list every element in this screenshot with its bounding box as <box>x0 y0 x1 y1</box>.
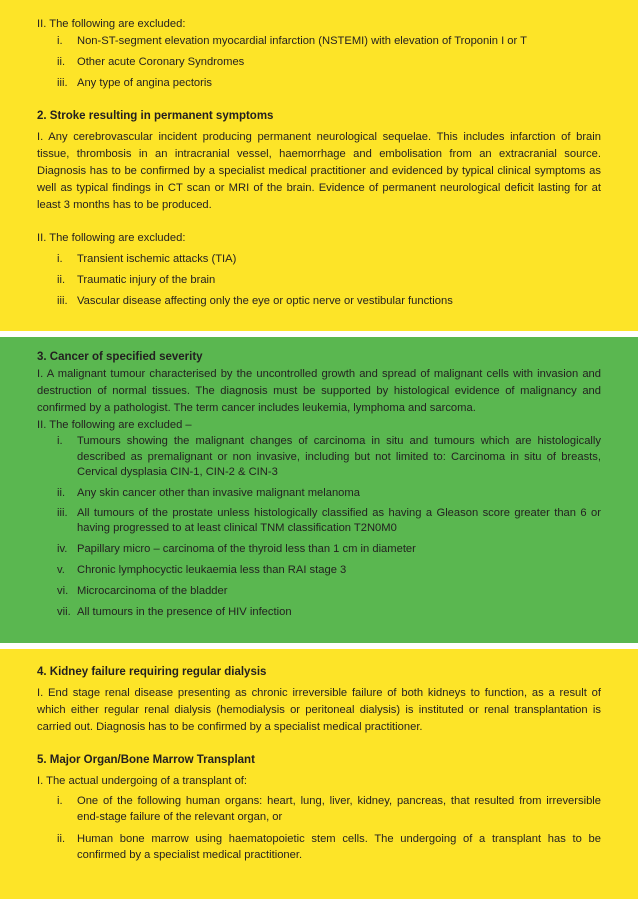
list-item: i. Tumours showing the malignant changes of carcinoma in situ and tumours which are histologically described as premalignant or non invasive, including but not limited to: Carcinoma in situ of breasts, Cervical dysplasia CIN-1, CIN-2 & CIN-3 <box>57 435 601 478</box>
sec1-exclusion-intro: II. The following are excluded: <box>37 18 186 30</box>
list-item: iv. Papillary micro – carcinoma of the thyroid less than 1 cm in diameter <box>57 542 416 555</box>
yellow-band-top <box>0 0 638 331</box>
list-item: i. Non-ST-segment elevation myocardial infarction (NSTEMI) with elevation of Troponin I or T <box>57 35 527 47</box>
list-item: ii. Other acute Coronary Syndromes <box>57 56 245 68</box>
sec5-heading: 5. Major Organ/Bone Marrow Transplant <box>37 754 255 766</box>
sec5-intro: I. The actual undergoing of a transplant of: <box>37 775 248 787</box>
green-band-cancer <box>0 337 638 643</box>
list-item: iii. Any type of angina pectoris <box>57 77 212 89</box>
sec3-exclusion-intro: II. The following are excluded – <box>37 419 192 431</box>
list-item: i. One of the following human organs: heart, lung, liver, kidney, pancreas, that resulted from irreversible end-stage failure of the relevant organ, or <box>57 795 601 823</box>
yellow-band-bottom <box>0 649 638 899</box>
list-item: ii. Any skin cancer other than invasive malignant melanoma <box>57 486 360 499</box>
list-item: iii. Vascular disease affecting only the eye or optic nerve or vestibular functions <box>57 295 453 307</box>
list-item: ii. Human bone marrow using haematopoietic stem cells. The undergoing of a transplant has to be confirmed by a specialist medical practitioner. <box>57 833 601 861</box>
sec1-exclusion-list <box>37 33 601 92</box>
sec3-exclusion-list <box>37 434 601 621</box>
list-item: ii. Traumatic injury of the brain <box>57 274 216 286</box>
list-item: v. Chronic lymphocyctic leukaemia less than RAI stage 3 <box>57 563 347 576</box>
sec2-body: I. Any cerebrovascular incident producing permanent neurological sequelae. This includes infarction of brain tissue, thrombosis in an intracranial vessel, haemorrhage and embolisation from an extracranial source. Diagnosis has to be confirmed by a specialist medical practitioner and evidenced by typical clinical symptoms as well as typical findings in CT scan or MRI of the brain. Evidence of permanent neurological deficit lasting for at least 3 months has to be produced. <box>37 131 601 211</box>
list-item: i. Transient ischemic attacks (TIA) <box>57 253 237 265</box>
sec4-heading: 4. Kidney failure requiring regular dialysis <box>37 666 267 678</box>
sec4-body: I. End stage renal disease presenting as chronic irreversible failure of both kidneys to function, as a result of which either regular renal dialysis (hemodialysis or peritoneal dialysis) is instituted or renal transplantation is carried out. Diagnosis has to be confirmed by a specialist medical practitioner. <box>37 687 601 733</box>
list-item: iii. All tumours of the prostate unless histologically classified as having a Gleason score greater than 6 or having progressed to at least clinical TNM classification T2N0M0 <box>57 506 601 534</box>
sec5-transplant-list <box>37 794 601 863</box>
sec2-exclusion-list <box>37 251 601 310</box>
list-item: vii. All tumours in the presence of HIV infection <box>57 605 292 618</box>
sec2-exclusion-intro: II. The following are excluded: <box>37 232 186 244</box>
sec3-heading: 3. Cancer of specified severity <box>37 351 203 363</box>
sec2-heading: 2. Stroke resulting in permanent symptoms <box>37 110 274 122</box>
sec3-body: I. A malignant tumour characterised by the uncontrolled growth and spread of malignant cells with invasion and destruction of normal tissues. The diagnosis must be supported by histological evidence of malignancy and confirmed by a pathologist. The term cancer includes leukemia, lymphoma and sarcoma. <box>37 368 601 414</box>
list-item: vi. Microcarcinoma of the bladder <box>57 584 228 597</box>
